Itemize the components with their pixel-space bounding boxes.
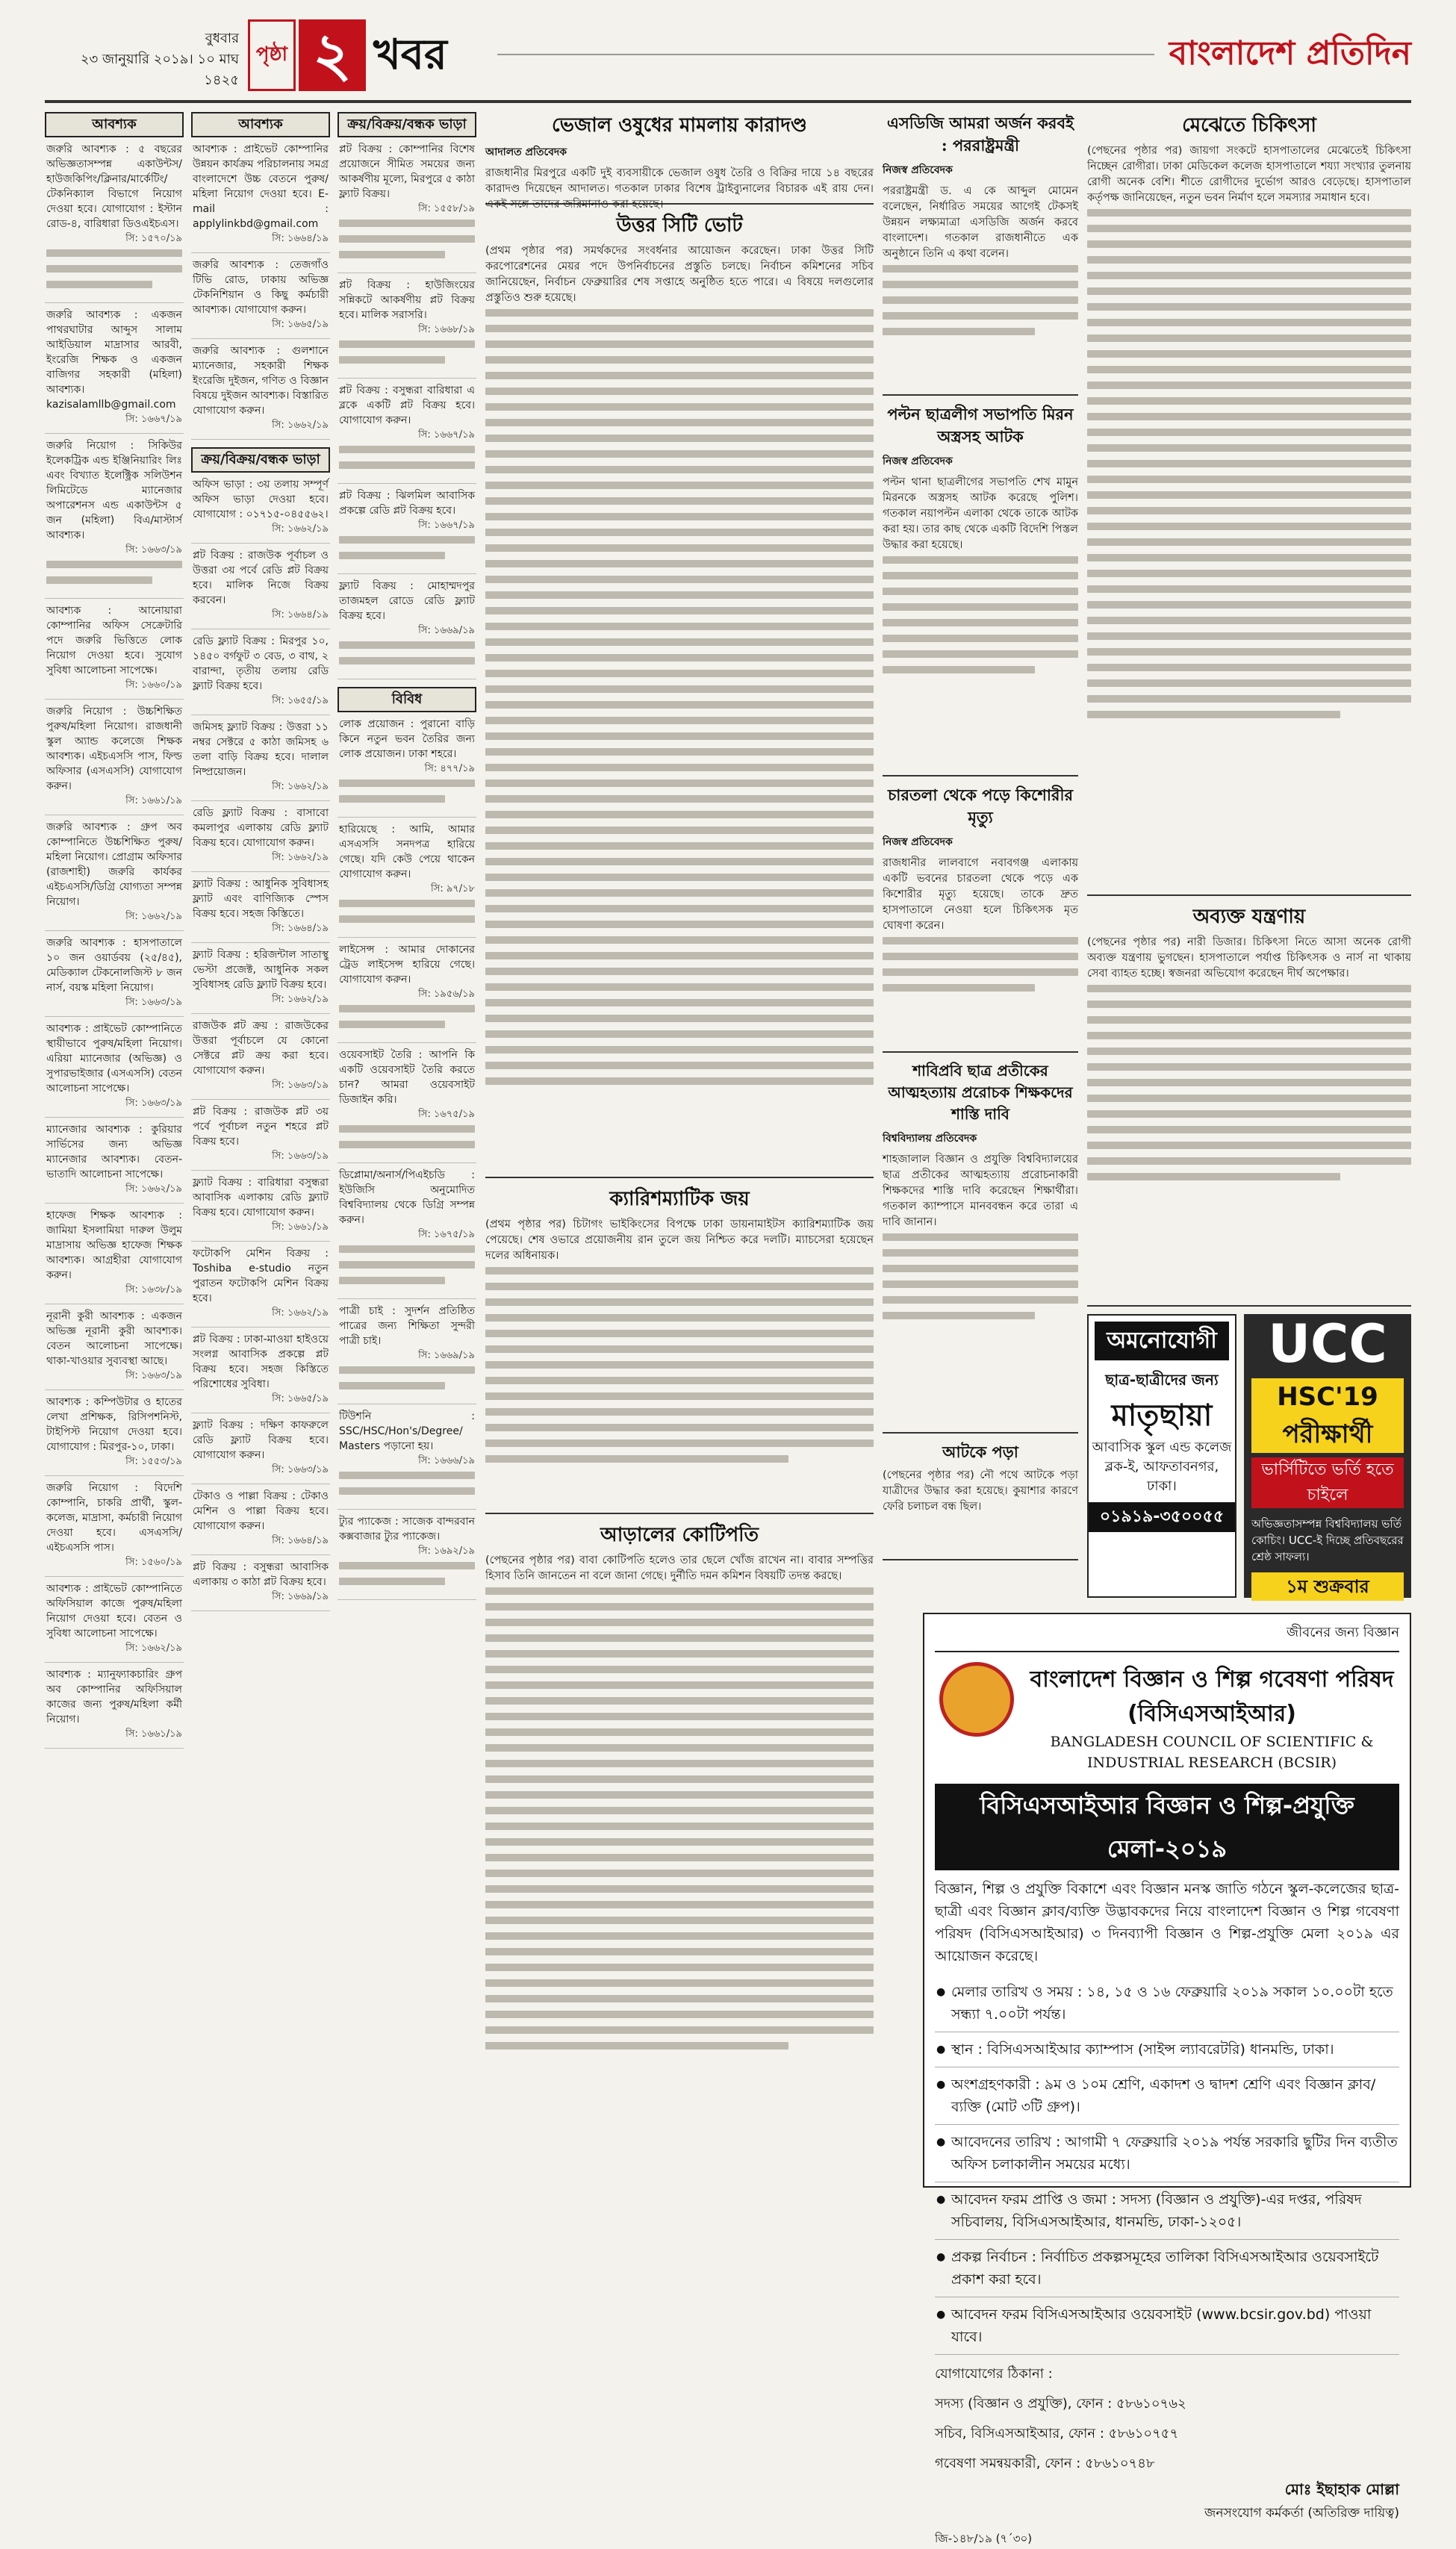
- bcsir-contact-line: সদস্য (বিজ্ঞান ও প্রযুক্তি), ফোন : ৫৮৬১০৭৬২: [935, 2396, 1186, 2412]
- masthead-rule: [497, 54, 1154, 55]
- classified-ad: রাজউক প্লট ক্রয় : রাজউকের উত্তরা পূর্বাচলে যে কোনো সেক্টরে প্লট ক্রয় করা হবে। যোগাযোগ করুন। সি: ১৬৬৩/১৯: [191, 1014, 330, 1100]
- headline: শাবিপ্রবি ছাত্র প্রতীকের আত্মহত্যায় প্ররোচক শিক্ষকদের শাস্তি দাবি: [888, 1062, 1073, 1123]
- classified-ad: প্লট বিক্রয় : কোম্পানির বিশেষ প্রয়োজনে সীমিত সময়ের জন্য আকর্ষণীয় মূল্যে, মিরপুরে ৫ কাঠা ফ্ল্যাট বিক্রয়। সি: ১৫৫৮/১৯: [337, 137, 476, 273]
- classified-ad: ফ্ল্যাট বিক্রয় : বারিধারা বসুন্ধরা আবাসিক এলাকায় রেডি ফ্ল্যাট বিক্রয় হবে। যোগাযোগ করুন। সি: ১৬৬১/১৯: [191, 1171, 330, 1242]
- headline: এসডিজি আমরা অর্জন করবই : পররাষ্ট্রমন্ত্রী: [886, 113, 1074, 155]
- headline: চারতলা থেকে পড়ে কিশোরীর মৃত্যু: [887, 785, 1074, 827]
- school-ad-title: অমনোযোগী: [1095, 1322, 1229, 1360]
- classified-ad: আবশ্যক : ম্যানুফ্যাকচারিং গ্রুপ অব কোম্পানির অফিসিয়াল কাজের জন্য পুরুষ/মহিলা কর্মী নিয়োগ। সি: ১৬৬১/১৯: [45, 1663, 184, 1749]
- classified-ad: জমিসহ ফ্ল্যাট বিক্রয় : উত্তরা ১১ নম্বর সেক্টরে ৫ কাঠা জমিসহ ৬ তলা বাড়ি বিক্রয় হবে। দালাল নিষ্প্রয়োজন। সি: ১৬৬২/১৯: [191, 715, 330, 801]
- classified-ad: অফিস ভাড়া : ৩য় তলায় সম্পূর্ণ অফিস ভাড়া দেওয়া হবে। যোগাযোগ : ০১৭১৫-০৪৫৫৬২। সি: ১৬৬২/১৯: [191, 473, 330, 544]
- ucc-logo: UCC: [1268, 1313, 1387, 1375]
- list-item: ● অংশগ্রহণকারী : ৯ম ও ১০ম শ্রেণি, একাদশ ও দ্বাদশ শ্রেণি এবং বিজ্ঞান ক্লাব/ব্যক্তি (মোট ৩টি গ্রুপ)।: [935, 2067, 1399, 2125]
- school-name: মাতৃছায়া: [1111, 1398, 1213, 1433]
- article-body: পররাষ্ট্রমন্ত্রী ড. এ কে আব্দুল মোমেন বলেছেন, নির্ধারিত সময়ের আগেই টেকসই উন্নয়ন লক্ষ্যমাত্রা এসডিজি অর্জন করবে বাংলাদেশ। গতকাল রাজধানীতে এক অনুষ্ঠানে তিনি এ কথা বলেন।: [883, 185, 1078, 260]
- school-phone: ০১৯১৯-৩৫০০৫৫: [1089, 1502, 1235, 1532]
- headline: অব্যক্ত যন্ত্রণায়: [1192, 906, 1306, 928]
- article-body: রাজধানীর লালবাগে নবাবগঞ্জ এলাকায় একটি ভবনের চারতলা থেকে পড়ে এক কিশোরীর মৃত্যু হয়েছে। তাকে দ্রুত হাসপাতালে নেওয়া হলে চিকিৎসক মৃত ঘোষণা করেন।: [883, 857, 1078, 932]
- bcsir-details-list: [935, 1975, 1399, 2355]
- classified-ad: ফটোকপি মেশিন বিক্রয় : Toshiba e-studio নতুন পুরাতন ফটোকপি মেশিন বিক্রয় হবে। সি: ১৬৬২/১৯: [191, 1242, 330, 1328]
- school-type: আবাসিক স্কুল এন্ড কলেজ: [1092, 1440, 1232, 1455]
- classified-ad: ওয়েবসাইট তৈরি : আপনি কি একটি ওয়েবসাইট তৈরি করতে চান? আমরা ওয়েবসাইট ডিজাইন করি। সি: ১৬৭৫/১৯: [337, 1043, 476, 1163]
- classified-ad: ম্যানেজার আবশ্যক : কুরিয়ার সার্ভিসের জন্য অভিজ্ঞ ম্যানেজার আবশ্যক। বেতন-ভাতাদি আলোচনা সাপেক্ষে। সি: ১৬৬২/১৯: [45, 1118, 184, 1204]
- bcsir-signatory-role: জনসংযোগ কর্মকর্তা (অতিরিক্ত দায়িত্ব): [1204, 2506, 1399, 2521]
- classified-ad: আবশ্যক : প্রাইভেট কোম্পানিতে অফিসিয়াল কাজে পুরুষ/মহিলা নিয়োগ দেওয়া হবে। বেতন ও সুবিধা আলোচনা সাপেক্ষে। সি: ১৬৬২/১৯: [45, 1577, 184, 1663]
- bcsir-contact-line: গবেষণা সমন্বয়কারী, ফোন : ৫৮৬১০৭৪৮: [935, 2456, 1155, 2471]
- article-body: (পেছনের পৃষ্ঠার পর) নৌ পথে আটকে পড়া যাত্রীদের উদ্ধার করা হয়েছে। কুয়াশার কারণে ফেরি চলাচল বন্ধ ছিল।: [883, 1469, 1078, 1513]
- article-body: রাজধানীর মিরপুরে একটি দুই ব্যবসায়ীকে ভেজাল ওষুধ তৈরি ও বিক্রির দায়ে ১৪ বছরের কারাদণ্ড দিয়েছেন আদালত। গতকাল ঢাকার বিশেষ ট্রাইব্যুনালের বিচারক এই রায় দেন। একই সঙ্গে তাদের জরিমানাও করা হয়েছে।: [485, 167, 874, 211]
- article-text-lines: [883, 265, 1078, 335]
- classified-ad: ট্যুর প্যাকেজ : সাজেক বান্দরবান কক্সবাজার ট্যুর প্যাকেজ। সি: ১৬৯২/১৯: [337, 1510, 476, 1600]
- masthead-bar: [45, 100, 1411, 103]
- matrichhaya-school-ad: [1087, 1314, 1236, 1598]
- classifieds-column-3: [337, 112, 476, 2188]
- news-article-silent-pain: [1087, 903, 1411, 1307]
- list-item: ● আবেদন ফরম প্রাপ্তি ও জমা : সদস্য (বিজ্ঞান ও প্রযুক্তি)-এর দপ্তর, পরিষদ সচিবালয়, বিসিএসআইআর, ধানমন্ডি, ঢাকা-১২০৫।: [935, 2182, 1399, 2240]
- headline: মেঝেতে চিকিৎসা: [1182, 114, 1316, 137]
- article-text-lines: [485, 1267, 874, 1463]
- news-article-sust-student: [883, 1060, 1078, 1434]
- article-text-lines: [1087, 209, 1411, 718]
- page-number: ২: [299, 19, 366, 91]
- article-body: শাহজালাল বিজ্ঞান ও প্রযুক্তি বিশ্ববিদ্যালয়ের ছাত্র প্রতীকের আত্মহত্যায় প্ররোচনাকারী শিক্ষকদের শাস্তি দাবি করেছেন শিক্ষার্থীরা। গতকাল ক্যাম্পাসে মানববন্ধন করে তারা এ দাবি জানান।: [883, 1154, 1078, 1228]
- list-item: ● আবেদনের তারিখ : আগামী ৭ ফেব্রুয়ারি ২০১৯ পর্যন্ত সরকারি ছুটির দিন ব্যতীত অফিস চলাকালীন সময়ের মধ্যে।: [935, 2125, 1399, 2182]
- classified-ad: টিউশনি : SSC/HSC/Hon's/Degree/ Masters পড়ানো হয়। সি: ১৬৬৬/১৯: [337, 1404, 476, 1510]
- classified-ad: হাফেজ শিক্ষক আবশ্যক : জামিয়া ইসলামিয়া দারুল উলুম মাদ্রাসায় অভিজ্ঞ হাফেজ শিক্ষক আবশ্যক। আগ্রহীরা যোগাযোগ করুন। সি: ১৬৩৮/১৯: [45, 1204, 184, 1304]
- classifieds-column-1: [45, 112, 184, 2188]
- classified-ad: প্লট বিক্রয় : ঢাকা-মাওয়া হাইওয়ে সংলগ্ন আবাসিক প্রকল্পে প্লট বিক্রয় হবে। সহজ কিস্তিতে পরিশোধের সুবিধা। সি: ১৬৬৫/১৯: [191, 1328, 330, 1413]
- classified-ad: জরুরি নিয়োগ : সিকিউর ইলেকট্রিক এন্ড ইঞ্জিনিয়ারিং লিঃ এবং বিখ্যাত ইলেক্ট্রিক সলিউশন লিমিটেডে ম্যানেজার অপারেশনস এন্ড একাউন্টস ৫ জন (মহিলা) বিএ/মাস্টার্স আবশ্যক। সি: ১৬৬৩/১৯: [45, 434, 184, 599]
- article-body: (প্রথম পৃষ্ঠার পর) চিটাগং ভাইকিংসের বিপক্ষে ঢাকা ডায়নামাইটস ক্যারিশম্যাটিক জয় পেয়েছে। শেষ ওভারে প্রয়োজনীয় রান তুলে জয় নিশ্চিত করে দলটি। ম্যাচসেরা হয়েছেন দলের অধিনায়ক।: [485, 1219, 874, 1262]
- classified-ad: লাইসেন্স : আমার দোকানের ট্রেড লাইসেন্স হারিয়ে গেছে। যোগাযোগ করুন। সি: ১৯৫৬/১৯: [337, 938, 476, 1043]
- ucc-date: ১ম শুক্রবার: [1251, 1572, 1404, 1601]
- list-item: ● মেলার তারিখ ও সময় : ১৪, ১৫ ও ১৬ ফেব্রুয়ারি ২০১৯ সকাল ১০.০০টা হতে সন্ধ্যা ৭.০০টা পর্যন্ত।: [935, 1975, 1399, 2032]
- bcsir-intro: বিজ্ঞান, শিল্প ও প্রযুক্তি বিকাশে এবং বিজ্ঞান মনস্ক জাতি গঠনে স্কুল-কলেজের ছাত্র-ছাত্রী এবং বিজ্ঞান ক্লাব/ব্যক্তি উদ্ভাবকদের নিয়ে বাংলাদেশ বিজ্ঞান ও শিল্প গবেষণা পরিষদ (বিসিএসআইআর) ৩ দিনব্যাপী বিজ্ঞান ও শিল্প-প্রযুক্তি মেলা ২০১৯ এর আয়োজন করেছে।: [935, 1881, 1399, 1964]
- news-article-girl-death: [883, 784, 1078, 1053]
- classified-ad: প্লট বিক্রয় : বসুন্ধরা বারিধারা এ ব্লকে একটি প্লট বিক্রয় হবে। যোগাযোগ করুন। সি: ১৬৬৭/১৯: [337, 379, 476, 484]
- byline: নিজস্ব প্রতিবেদক: [883, 164, 953, 176]
- news-article-stranded: [883, 1441, 1078, 1560]
- classified-ad: নূরানী কুরী আবশ্যক : একজন অভিজ্ঞ নূরানী কুরী আবশ্যক। বেতন আলোচনা সাপেক্ষে। থাকা-খাওয়ার সুব্যবস্থা আছে। সি: ১৬৬৩/১৯: [45, 1304, 184, 1390]
- classified-ad: জরুরি আবশ্যক : তেজগাঁও টিভি রোড, ঢাকায় অভিজ্ঞ টেকনিশিয়ান ও কিছু কর্মচারী আবশ্যক। যোগাযোগ করুন। সি: ১৬৬৫/১৯: [191, 253, 330, 339]
- article-text-lines: [883, 556, 1078, 673]
- classified-ad: জরুরি আবশ্যক : গ্রুপ অব কোম্পানিতে উচ্চশিক্ষিত পুরুষ/মহিলা নিয়োগ। প্রোগ্রাম অফিসার (রাজশাহী) জরুরি কার্যকর এইচএসসি/ডিগ্রি যোগ্যতা সম্পন্ন নিয়োগ। সি: ১৬৬২/১৯: [45, 815, 184, 931]
- headline: পল্টন ছাত্রলীগ সভাপতি মিরন অস্ত্রসহ আটক: [887, 405, 1074, 446]
- column-header: ক্রয়/বিক্রয়/বন্ধক ভাড়া: [337, 112, 476, 137]
- article-text-lines: [883, 937, 1078, 992]
- ucc-headline: HSC'19 পরীক্ষার্থী: [1251, 1378, 1404, 1453]
- article-body: (পেছনের পৃষ্ঠার পর) নারী ডিজার। চিকিৎসা নিতে আসা অনেক রোগী অব্যক্ত যন্ত্রণায় ভুগছেন। হাসপাতালে পর্যাপ্ত চিকিৎসক ও নার্স না থাকায় সেবা ব্যাহত হচ্ছে। স্বজনরা অভিযোগ করেছেন দীর্ঘ অপেক্ষার।: [1087, 936, 1411, 980]
- bcsir-fair-title: বিসিএসআইআর বিজ্ঞান ও শিল্প-প্রযুক্তি মেলা-২০১৯: [935, 1784, 1399, 1870]
- byline: আদালত প্রতিবেদক: [485, 146, 567, 158]
- bcsir-signatory: মোঃ ইছাহাক মোল্লা: [1284, 2480, 1399, 2498]
- classified-ad: জরুরি আবশ্যক : ৫ বছরের অভিজ্ঞতাসম্পন্ন একাউন্টস/হাউজকিপিং/ক্লিনার/মার্কেটিং/টেকনিক্যাল বিভাগে নিয়োগ দেওয়া হবে। যোগাযোগ : ইস্টান রোড-৪, বারিধারা ডিওএইচএস। সি: ১৫৭০/১৯: [45, 137, 184, 303]
- masthead: [45, 13, 1411, 103]
- classified-ad: জরুরি আবশ্যক : হাসপাতালে ১০ জন ওয়ার্ডবয় (২৫/৪৫), মেডিক্যাল টেকনোলজিস্ট ৮ জন নার্স, বয়স্ক মহিলা নিয়োগ। সি: ১৬৬৩/১৯: [45, 931, 184, 1017]
- classified-ad: জরুরি নিয়োগ : বিদেশি কোম্পানি, চাকরি প্রার্থী, স্কুল-কলেজ, মাদ্রাসা, কর্মচারী নিয়োগ দেওয়া হবে। এসএসসি/এইচএসসি পাস। সি: ১৫৬০/১৯: [45, 1476, 184, 1577]
- article-body: (পেছনের পৃষ্ঠার পর) বাবা কোটিপতি হলেও তার ছেলে খোঁজ রাখেন না। বাবার সম্পত্তির হিসাব তিনি জানতেন না বলে জানা গেছে। দুর্নীতি দমন কমিশন বিষয়টি তদন্ত করছে।: [485, 1554, 874, 1582]
- article-text-lines: [1087, 985, 1411, 1180]
- classified-ad: ফ্ল্যাট বিক্রয় : দক্ষিণ কাফরুলে রেডি ফ্ল্যাট বিক্রয় হবে। যোগাযোগ করুন। সি: ১৬৬৩/১৯: [191, 1413, 330, 1484]
- bcsir-org-name-en: BANGLADESH COUNCIL OF SCIENTIFIC & INDUSTRIAL RESEARCH (BCSIR): [1050, 1734, 1374, 1771]
- ucc-subheadline: ভার্সিটিতে ভর্তি হতে চাইলে: [1251, 1457, 1404, 1508]
- classified-ad: লোক প্রয়োজন : পুরানো বাড়ি কিনে নতুন ভবন তৈরির জন্য লোক প্রয়োজন। ঢাকা শহরে। সি: ৪৭৭/১৯: [337, 712, 476, 818]
- column-header: বিবিধ: [337, 687, 476, 712]
- headline: উত্তর সিটি ভোট: [616, 214, 743, 237]
- article-body: (প্রথম পৃষ্ঠার পর) সমর্থকদের সংবর্ধনার আয়োজন করেছেন। ঢাকা উত্তর সিটি করপোরেশনের মেয়র পদে উপনির্বাচনের প্রস্তুতি চলছে। নির্বাচন কমিশনের সচিব জানিয়েছেন, নির্বাচন ফেব্রুয়ারির শেষ সপ্তাহে অনুষ্ঠিত হতে পারে। এ বিষয়ে দলগুলোর প্রস্তুতিও শুরু হয়েছে।: [485, 245, 874, 304]
- bcsir-contact-line: সচিব, বিসিএসআইআর, ফোন : ৫৮৬১০৭৫৭: [935, 2426, 1179, 2441]
- byline: বিশ্ববিদ্যালয় প্রতিবেদক: [883, 1133, 977, 1145]
- classified-ad: জরুরি নিয়োগ : উচ্চশিক্ষিত পুরুষ/মহিলা নিয়োগ। রাজধানী স্কুল অ্যান্ড কলেজে শিক্ষক আবশ্যক। এইচএসসি পাস, ফিল্ড অফিসার (এসএসসি) যোগাযোগ করুন। সি: ১৬৬১/১৯: [45, 700, 184, 815]
- column-header: ক্রয়/বিক্রয়/বন্ধক ভাড়া: [191, 447, 330, 473]
- bcsir-reference-code: জি-১৪৮/১৯ (৭´৩০): [935, 2532, 1033, 2545]
- list-item: ● প্রকল্প নির্বাচন : নির্বাচিত প্রকল্পসমূহের তালিকা বিসিএসআইআর ওয়েবসাইটে প্রকাশ করা হবে।: [935, 2240, 1399, 2297]
- list-item: ● স্থান : বিসিএসআইআর ক্যাম্পাস (সাইন্স ল্যাবরেটরি) ধানমন্ডি, ঢাকা।: [935, 2032, 1399, 2067]
- bcsir-tagline: জীবনের জন্য বিজ্ঞান: [935, 1622, 1399, 1652]
- classified-ad: জরুরি আবশ্যক : একজন পাথরঘাটার আব্দুস সালাম আইডিয়াল মাদ্রাসার আরবী, ইংরেজি শিক্ষক ও একজন বাজিগর সহকারী (মহিলা) আবশ্যক। kazisalamllb@gmail.com সি: ১৬৬৭/১৯: [45, 303, 184, 434]
- news-article-city-vote: [485, 212, 874, 1178]
- news-article-chhatra-league: [883, 403, 1078, 776]
- classified-ad: প্লট বিক্রয় : রাজউক প্লট ৩য় পর্বে পূর্বাচল নতুন শহরে প্লট বিক্রয় হবে। সি: ১৬৬৩/১৯: [191, 1100, 330, 1171]
- classified-ad: টেকাও ও পাল্লা বিক্রয় : টেকাও মেশিন ও পাল্লা বিক্রয় হবে। যোগাযোগ করুন। সি: ১৬৬৪/১৯: [191, 1484, 330, 1555]
- bcsir-contact-title: যোগাযোগের ঠিকানা :: [935, 2366, 1053, 2382]
- ucc-text: অভিজ্ঞতাসম্পন্ন বিশ্ববিদ্যালয় ভর্তি কোচিং। UCC-ই দিচ্ছে প্রতিবছরের শ্রেষ্ঠ সাফল্য।: [1251, 1517, 1404, 1563]
- ucc-coaching-ad: [1244, 1314, 1411, 1598]
- byline: নিজস্ব প্রতিবেদক: [883, 455, 953, 467]
- bcsir-org-name-bn: বাংলাদেশ বিজ্ঞান ও শিল্প গবেষণা পরিষদ (বিসিএসআইআর): [1030, 1666, 1394, 1727]
- classified-ad: জরুরি আবশ্যক : গুলশানে ম্যানেজার, সহকারী শিক্ষক ইংরেজি দুইজন, গণিত ও বিজ্ঞান বিষয়ে দুইজন আবশ্যক। বিস্তারিত যোগাযোগ করুন। সি: ১৬৬২/১৯: [191, 339, 330, 440]
- classified-ad: প্লট বিক্রয় : ঝিলমিল আবাসিক প্রকল্পে রেডি প্লট বিক্রয় হবে। সি: ১৬৬৭/১৯: [337, 484, 476, 574]
- classified-ad: আবশ্যক : প্রাইভেট কোম্পানির উন্নয়ন কার্যক্রম পরিচালনায় সমগ্র বাংলাদেশে উচ্চ বেতনে পুরুষ/মহিলা নিয়োগ দেওয়া হবে। E-mail : applylinkbd@gmail.com সি: ১৬৬৪/১৯: [191, 137, 330, 253]
- school-address: ব্লক-ই, আফতাবনগর, ঢাকা।: [1104, 1459, 1219, 1494]
- classified-ad: ডিপ্লোমা/অনার্স/পিএইচডি : ইউজিসি অনুমোদিত বিশ্ববিদ্যালয় থেকে ডিগ্রি সম্পন্ন করুন। সি: ১৬৭৫/১৯: [337, 1163, 476, 1299]
- headline: আড়ালের কোটিপতি: [600, 1524, 759, 1546]
- classified-ad: প্লট বিক্রয় : রাজউক পূর্বাচল ও উত্তরা ৩য় পর্বে রেডি প্লট বিক্রয় হবে। মালিক নিজে বিক্রয় করবেন। সি: ১৬৬৪/১৯: [191, 544, 330, 629]
- page-label: পৃষ্ঠা: [248, 19, 296, 91]
- news-article-hidden-millionaire: [485, 1522, 874, 2179]
- list-item: ● আবেদন ফরম বিসিএসআইআর ওয়েবসাইট (www.bcsir.gov.bd) পাওয়া যাবে।: [935, 2297, 1399, 2355]
- article-text-lines: [485, 1587, 874, 2050]
- headline: আটকে পড়া: [942, 1442, 1018, 1461]
- issue-date: বুধবার ২৩ জানুয়ারি ২০১৯। ১০ মাঘ ১৪২৫: [80, 31, 239, 88]
- classified-ad: আবশ্যক : আনোয়ারা কোম্পানির অফিস সেক্রেটারি পদে জরুরি ভিত্তিতে লোক নিয়োগ দেওয়া হবে। সুযোগ সুবিধা আলোচনা সাপেক্ষে। সি: ১৬৬০/১৯: [45, 599, 184, 700]
- classified-ad: ফ্ল্যাট বিক্রয় : মোহাম্মদপুর তাজমহল রোডে রেডি ফ্ল্যাট বিক্রয় হবে। সি: ১৬৬৯/১৯: [337, 574, 476, 679]
- spacer: [883, 1568, 917, 1575]
- article-text-lines: [883, 1233, 1078, 1319]
- news-article-floor-treatment: [1087, 112, 1411, 896]
- article-text-lines: [485, 309, 874, 1085]
- bcsir-science-fair-notice: [923, 1613, 1411, 2545]
- headline: ক্যারিশম্যাটিক জয়: [609, 1188, 750, 1210]
- byline: নিজস্ব প্রতিবেদক: [883, 836, 953, 848]
- classified-ad: আবশ্যক : প্রাইভেট কোম্পানিতে স্থায়ীভাবে পুরুষ/মহিলা নিয়োগ। এরিয়া ম্যানেজার (অভিজ্ঞ) ও সুপারভাইজার (এসএসসি) বেতন আলোচনা সাপেক্ষে। সি: ১৬৬৩/১৯: [45, 1017, 184, 1118]
- article-body: (পেছনের পৃষ্ঠার পর) জায়গা সংকটে হাসপাতালের মেঝেতেই চিকিৎসা নিচ্ছেন রোগীরা। ঢাকা মেডিকেল কলেজ হাসপাতালে শয্যা সংখ্যার তুলনায় রোগী অনেক বেশি। শীতে রোগীদের দুর্ভোগ আরও বেড়েছে। হাসপাতাল কর্তৃপক্ষ জানিয়েছেন, নতুন ভবন নির্মাণ হলে সমস্যার সমাধান হবে।: [1087, 145, 1411, 204]
- classifieds-column-2: [191, 112, 330, 2188]
- bcsir-logo-icon: [939, 1662, 1014, 1737]
- classified-list: [45, 137, 184, 1749]
- school-ad-subtitle: ছাত্র-ছাত্রীদের জন্য: [1105, 1371, 1219, 1389]
- classified-ad: ফ্ল্যাট বিক্রয় : আধুনিক সুবিধাসহ ফ্ল্যাট এবং বাণিজ্যিক স্পেস বিক্রয় হবে। সহজ কিস্তিতে। সি: ১৬৬৪/১৯: [191, 872, 330, 943]
- classified-ad: রেডি ফ্ল্যাট বিক্রয় : বাসাবো কমলাপুর এলাকায় রেডি ফ্ল্যাট বিক্রয় হবে। যোগাযোগ করুন। সি: ১৬৬২/১৯: [191, 801, 330, 872]
- section-title: খবর: [373, 31, 447, 79]
- headline: ভেজাল ওষুধের মামলায় কারাদণ্ড: [552, 114, 807, 137]
- news-article-charismatic-win: [485, 1186, 874, 1514]
- classified-ad: ফ্ল্যাট বিক্রয় : হরিজন্টাল সাতাস্থু ভেস্টা প্রজেক্ট, আধুনিক সকল সুবিধাসহ রেডি ফ্ল্যাট বিক্রয় হবে। সি: ১৬৬২/১৯: [191, 943, 330, 1014]
- classified-ad: প্লট বিক্রয় : হাউজিংয়ের সন্নিকটে আকর্ষণীয় প্লট বিক্রয় হবে। মালিক সরাসরি। সি: ১৬৬৮/১৯: [337, 273, 476, 379]
- news-article-sdg: [883, 112, 1078, 396]
- classified-ad: প্লট বিক্রয় : বসুন্ধরা আবাসিক এলাকায় ৩ কাঠা প্লট বিক্রয় হবে। সি: ১৬৬৯/১৯: [191, 1555, 330, 1611]
- classified-ad: আবশ্যক : কম্পিউটার ও হাতের লেখা প্রশিক্ষক, রিসিপশনিস্ট, টাইপিস্ট নিয়োগ দেওয়া হবে। যোগাযোগ : মিরপুর-১০, ঢাকা। সি: ১৫৫৩/১৯: [45, 1390, 184, 1476]
- column-header: আবশ্যক: [191, 112, 330, 137]
- newspaper-logo: বাংলাদেশ প্রতিদিন: [1169, 34, 1411, 72]
- article-body: পল্টন থানা ছাত্রলীগের সভাপতি শেখ মামুন মিরনকে অস্ত্রসহ আটক করেছে পুলিশ। গতকাল নয়াপল্টন এলাকা থেকে তাকে আটক করা হয়। তার কাছ থেকে একটি বিদেশি পিস্তল উদ্ধার করা হয়েছে।: [883, 476, 1078, 551]
- classified-ad: রেডি ফ্ল্যাট বিক্রয় : মিরপুর ১০, ১৪৫০ বর্গফুট ৩ বেড, ৩ বাথ, ২ বারান্দা, তৃতীয় তলায় রেডি ফ্ল্যাট বিক্রয় হবে। সি: ১৬৫৫/১৯: [191, 629, 330, 715]
- news-article-drug-verdict: [485, 112, 874, 211]
- classified-ad: হারিয়েছে : আমি, আমার এসএসসি সনদপত্র হারিয়ে গেছে। যদি কেউ পেয়ে থাকেন যোগাযোগ করুন। সি: ৯৭/১৮: [337, 818, 476, 938]
- classified-ad: পাত্রী চাই : সুদর্শন প্রতিষ্ঠিত পাত্রের জন্য শিক্ষিতা সুন্দরী পাত্রী চাই। সি: ১৬৬৯/১৯: [337, 1299, 476, 1404]
- column-header: আবশ্যক: [45, 112, 184, 137]
